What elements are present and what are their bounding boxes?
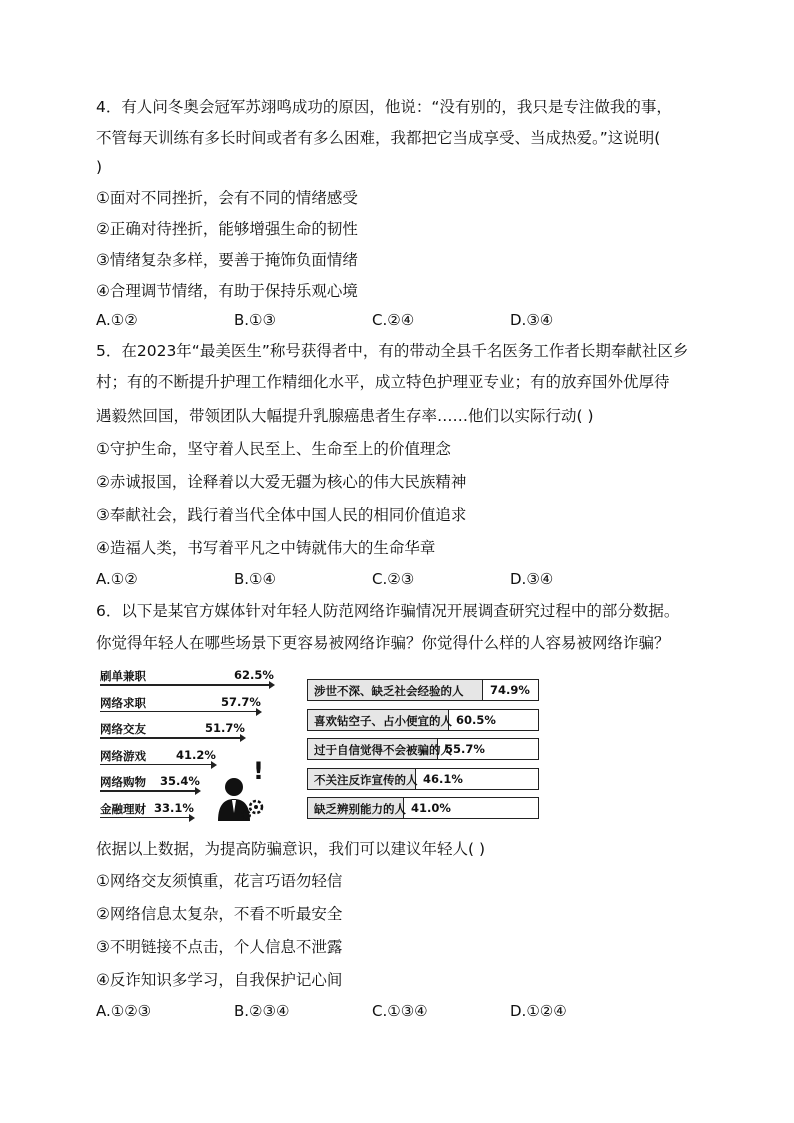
victim-type-bar-value: 60.5% xyxy=(456,712,496,727)
q5-item-4: ④造福人类，书写着平凡之中铸就伟大的生命华章 xyxy=(96,539,436,557)
q6-option-a[interactable]: A.①②③ xyxy=(96,1002,152,1020)
scenario-bar-value: 33.1% xyxy=(154,800,194,815)
scenario-bar-arrow xyxy=(100,764,212,766)
q6-prompt: 依据以上数据，为提高防骗意识，我们可以建议年轻人( ) xyxy=(96,840,486,858)
q6-option-d[interactable]: D.①②④ xyxy=(510,1002,567,1020)
victim-type-bar-label: 不关注反诈宣传的人 xyxy=(314,772,418,787)
scenario-bar-arrow xyxy=(100,790,196,792)
scenario-bar-arrow xyxy=(100,737,241,739)
victim-type-bar xyxy=(307,738,539,760)
scenario-bar-value: 57.7% xyxy=(221,694,261,709)
victim-type-bar-value: 41.0% xyxy=(411,801,451,815)
victim-type-bar xyxy=(307,797,539,819)
victim-type-bar xyxy=(307,709,539,731)
q6-item-2: ②网络信息太复杂，不看不听最安全 xyxy=(96,905,343,923)
scenario-bar-value: 62.5% xyxy=(234,668,274,682)
q5-option-b[interactable]: B.①④ xyxy=(234,570,276,588)
scenario-bar-label: 网络购物 xyxy=(100,775,146,789)
scenario-bar-value: 41.2% xyxy=(176,747,216,762)
q4-item-4: ④合理调节情绪，有助于保持乐观心境 xyxy=(96,282,358,300)
q4-item-1: ①面对不同挫折，会有不同的情绪感受 xyxy=(96,189,358,207)
q4-stem-line-1: 4．有人问冬奥会冠军苏翊鸣成功的原因，他说：“没有别的，我只是专注做我的事， xyxy=(96,98,672,116)
q4-option-a[interactable]: A.①② xyxy=(96,311,138,329)
q4-stem-line-3: ) xyxy=(96,158,103,176)
victim-type-bar-label: 过于自信觉得不会被骗的人 xyxy=(314,743,452,757)
scenario-bar-label: 网络游戏 xyxy=(100,748,146,763)
scenario-bar-label: 金融理财 xyxy=(100,801,146,816)
q5-option-a[interactable]: A.①② xyxy=(96,570,138,588)
scenario-bar-arrow xyxy=(100,684,270,686)
survey-chart xyxy=(96,664,556,829)
q5-item-3: ③奉献社会，践行着当代全体中国人民的相同价值追求 xyxy=(96,506,467,524)
q6-option-c[interactable]: C.①③④ xyxy=(372,1002,428,1020)
q4-option-d[interactable]: D.③④ xyxy=(510,311,554,329)
q4-stem-line-2: 不管每天训练有多长时间或者有多么困难，我都把它当成享受、当成热爱。”这说明( xyxy=(96,129,661,147)
victim-type-bar xyxy=(307,768,539,790)
scenario-bar-arrow xyxy=(100,711,257,713)
scenario-bar-label: 网络求职 xyxy=(100,695,146,710)
scenario-bar-value: 51.7% xyxy=(205,721,245,735)
q6-item-4: ④反诈知识多学习，自我保护记心间 xyxy=(96,971,343,989)
scenario-bar-arrow xyxy=(100,817,190,819)
scenario-bar-label: 刷单兼职 xyxy=(100,669,146,683)
victim-type-bar-label: 涉世不深、缺乏社会经验的人 xyxy=(314,684,464,698)
q5-stem-line-3: 遇毅然回国，带领团队大幅提升乳腺癌患者生存率……他们以实际行动( ) xyxy=(96,407,594,425)
scenario-bar-label: 网络交友 xyxy=(100,722,146,736)
q5-stem-line-1: 5．在2023年“最美医生”称号获得者中，有的带动全县千名医务工作者长期奉献社区乡 xyxy=(96,342,689,360)
q5-item-2: ②赤诚报国，诠释着以大爱无疆为核心的伟大民族精神 xyxy=(96,473,467,491)
q5-option-c[interactable]: C.②③ xyxy=(372,570,415,588)
q4-item-2: ②正确对待挫折，能够增强生命的韧性 xyxy=(96,220,358,238)
victim-type-bar xyxy=(307,679,539,701)
person-alert-icon xyxy=(216,757,268,827)
victim-type-bar-value: 74.9% xyxy=(490,683,530,697)
q6-stem-line-2: 你觉得年轻人在哪些场景下更容易被网络诈骗？你觉得什么样的人容易被网络诈骗？ xyxy=(96,634,670,652)
q6-item-1: ①网络交友须慎重，花言巧语勿轻信 xyxy=(96,872,343,890)
q6-options xyxy=(96,1002,656,1024)
q5-option-d[interactable]: D.③④ xyxy=(510,570,554,588)
q6-option-b[interactable]: B.②③④ xyxy=(234,1002,290,1020)
q4-options xyxy=(96,311,656,333)
q5-item-1: ①守护生命，坚守着人民至上、生命至上的价值理念 xyxy=(96,440,451,458)
q4-option-c[interactable]: C.②④ xyxy=(372,311,415,329)
victim-type-bar-label: 缺乏辨别能力的人 xyxy=(314,802,406,816)
victim-type-bar-value: 55.7% xyxy=(445,742,485,756)
q4-item-3: ③情绪复杂多样，要善于掩饰负面情绪 xyxy=(96,251,358,269)
victim-type-bar-label: 喜欢钻空子、占小便宜的人 xyxy=(314,713,452,728)
q4-option-b[interactable]: B.①③ xyxy=(234,311,276,329)
q5-options xyxy=(96,570,656,592)
svg-text:!: ! xyxy=(253,757,264,785)
q5-stem-line-2: 村；有的不断提升护理工作精细化水平，成立特色护理亚专业；有的放弃国外优厚待 xyxy=(96,373,670,391)
victim-type-bar-value: 46.1% xyxy=(423,771,463,786)
scenario-bar-value: 35.4% xyxy=(160,774,200,788)
q6-stem-line-1: 6．以下是某官方媒体针对年轻人防范网络诈骗情况开展调查研究过程中的部分数据。 xyxy=(96,602,680,620)
q6-item-3: ③不明链接不点击，个人信息不泄露 xyxy=(96,938,343,956)
